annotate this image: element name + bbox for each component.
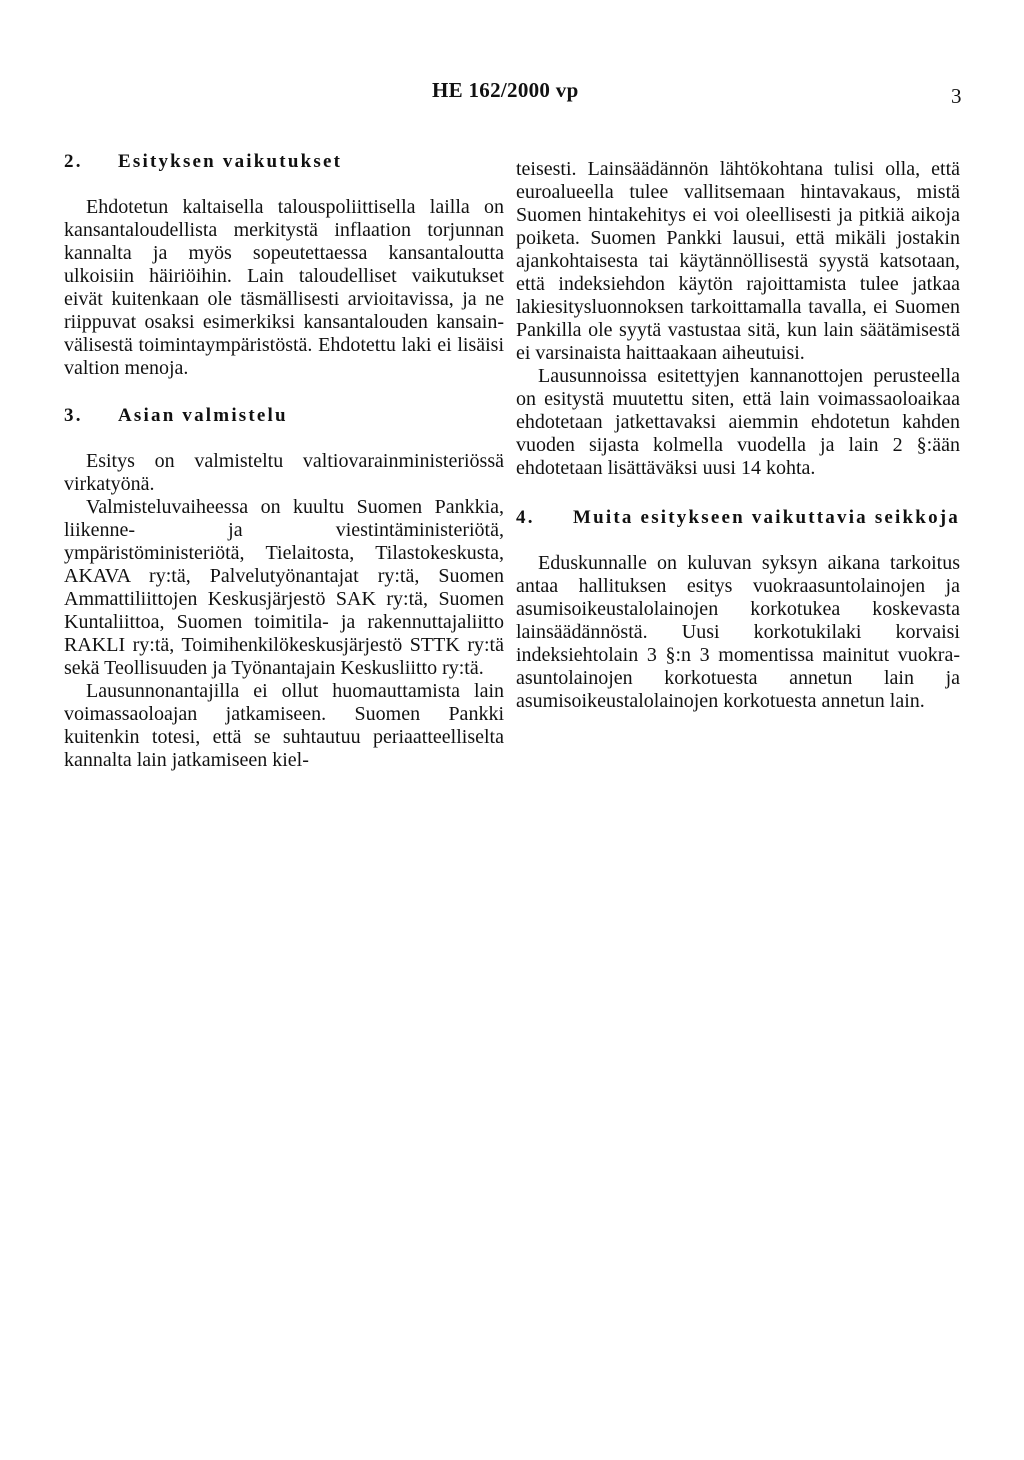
page-header <box>0 78 1024 108</box>
paragraph: Valmisteluvaiheessa on kuultu Suomen Pankkia, liikenne- ja viestintäministeriötä, ympäristöministeriötä, Tielaitosta, Tilastokeskusta, AKAVA ry:tä, Palvelutyönantajat ry:tä, Suomen Ammattiliittojen Keskusjärjestö SAK ry:tä, Suomen Kuntaliittoa, Suomen toimitila- ja rakennuttajaliitto RAKLI ry:tä, Toimihenkilökeskusjärjestö STTK ry:tä sekä Teollisuuden ja Työnantajain Keskusliitto ry:tä. <box>64 496 504 679</box>
section-title: Esityksen vaikutukset <box>118 151 343 172</box>
document-id: HE 162/2000 vp <box>432 78 579 102</box>
paragraph: Ehdotetun kaltaisella talouspoliittisella lailla on kansantaloudellista merkitystä inflaation torjunnan kannalta ja myös sopeutettaessa kansantaloutta ulkoisiin häiriöihin. Lain taloudelliset vaikutukset eivät kuitenkaan ole täsmällisesti arvioitavissa, ja ne riippuvat osaksi esimerkiksi kansantalouden kansainvälisestä toimintaympäristöstä. Ehdotettu laki ei lisäisi valtion menoja. <box>64 196 504 379</box>
section-title: Muita esitykseen vaikuttavia seikkoja <box>573 507 960 528</box>
section-number: 4. <box>516 507 535 528</box>
paragraph: Eduskunnalle on kuluvan syksyn aikana tarkoitus antaa hallituksen esitys vuokraasuntolainojen ja asumisoikeustalolainojen korkotukea koskevasta lainsäädännöstä. Uusi korkotukilaki korvaisi indeksiehtolain 3 §:n 3 momentissa mainitut vuokra-asuntolainojen korkotuesta annetun lain ja asumisoikeustalolainojen korkotuesta annetun lain. <box>516 552 960 712</box>
section-number: 2. <box>64 151 83 172</box>
left-column <box>64 150 504 772</box>
section-heading-4 <box>516 506 960 530</box>
paragraph-continued: teisesti. Lainsäädännön lähtökohtana tulisi olla, että euroalueella tulee vallitsemaan hintavakaus, mistä Suomen hintakehitys ei voi oleellisesti ja pitkiä aikoja poiketa. Suomen Pankki lausui, että mikäli jostakin ajankohtaisesta tai käytännöllisestä syystä katsotaan, että indeksiehdon käytön rajoittamista tulee jatkaa lakiesitysluonnoksen tarkoittamalla tavalla, ei Suomen Pankilla ole syytä vastustaa sitä, kun lain säätämisestä ei varsinaista haittaakaan aiheutuisi. <box>516 158 960 364</box>
section-title: Asian valmistelu <box>118 405 288 426</box>
paragraph: Lausunnonantajilla ei ollut huomauttamista lain voimassaoloajan jatkamiseen. Suomen Pankki kuitenkin totesi, että se suhtautuu periaatteelliselta kannalta lain jatkamiseen kiel- <box>64 680 504 771</box>
section-heading-2 <box>64 150 504 174</box>
section-heading-3 <box>64 404 504 428</box>
right-column <box>516 158 960 713</box>
section-number: 3. <box>64 405 83 426</box>
paragraph: Esitys on valmisteltu valtiovarainministeriössä virkatyönä. <box>64 450 504 495</box>
page-number: 3 <box>951 84 962 108</box>
paragraph: Lausunnoissa esitettyjen kannanottojen perusteella on esitystä muutettu siten, että lain voimassaoloaikaa ehdotetaan jatkettavaksi aiemmin ehdotetun kahden vuoden sijasta kolmella vuodella ja lain 2 §:ään ehdotetaan lisättäväksi uusi 14 kohta. <box>516 365 960 479</box>
